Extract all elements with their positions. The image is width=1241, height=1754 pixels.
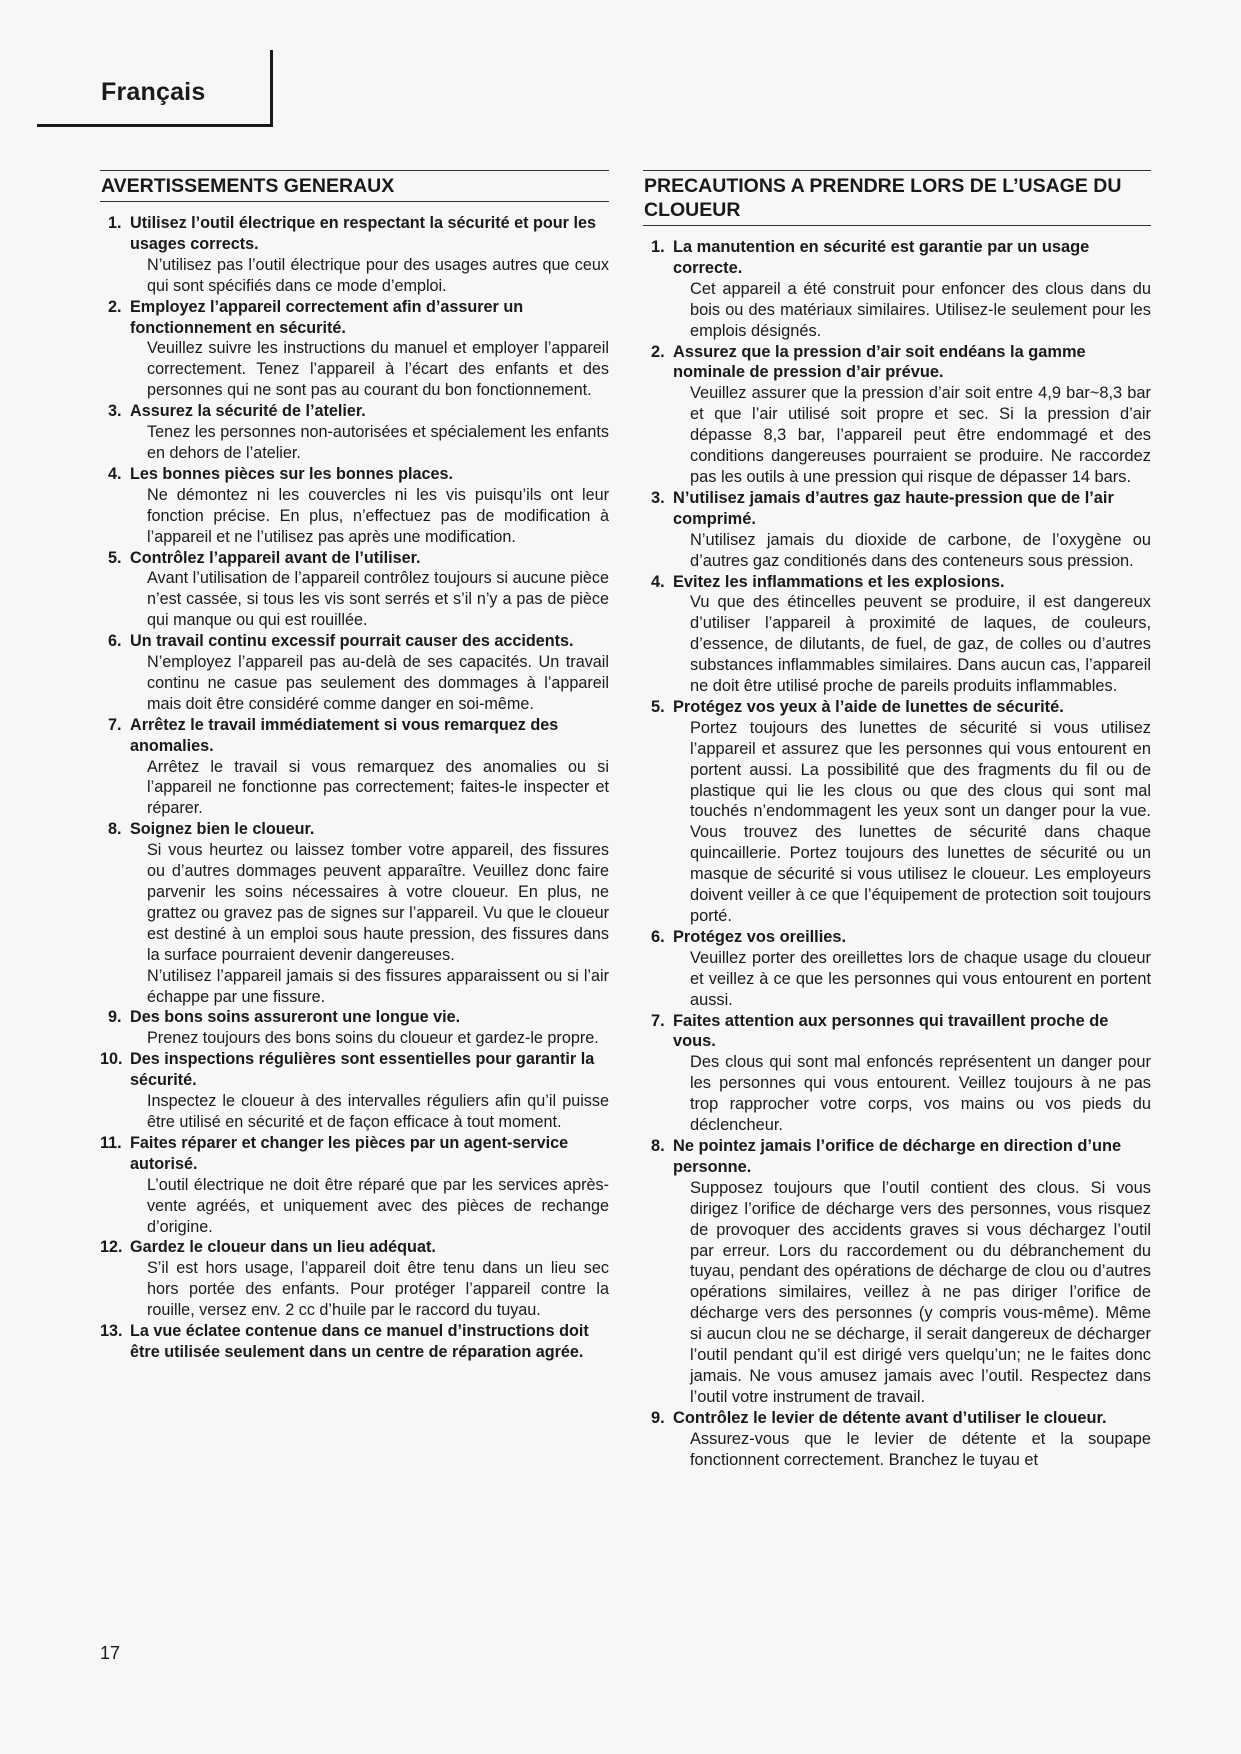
item-number: 5. <box>651 697 665 716</box>
item-number: 6. <box>651 927 665 946</box>
item-number: 3. <box>108 402 122 421</box>
list-item <box>100 1321 609 1363</box>
list-item <box>100 401 609 464</box>
list-item <box>100 1237 609 1321</box>
list-item <box>643 572 1151 697</box>
item-title: Arrêtez le travail immédiatement si vous remarquez des anomalies. <box>130 715 559 755</box>
list-item <box>643 697 1151 927</box>
item-body: Ne démontez ni les couvercles ni les vis puisqu’ils ont leur fonction précise. En plus, n’effectuez pas de modification à l’appareil et ne l’utilisez pas après une modification. <box>147 485 609 546</box>
list-item <box>100 548 609 632</box>
list-item <box>100 1049 609 1133</box>
language-tab <box>37 50 273 127</box>
section-title: PRECAUTIONS A PRENDRE LORS DE L’USAGE DU CLOUEUR <box>643 170 1151 226</box>
item-title: Soignez bien le cloueur. <box>130 820 315 839</box>
list-item <box>643 342 1151 488</box>
section-title: AVERTISSEMENTS GENERAUX <box>100 170 609 202</box>
item-number: 6. <box>108 632 122 651</box>
item-title: La manutention en sécurité est garantie par un usage correcte. <box>673 238 1090 277</box>
item-number: 2. <box>108 297 122 316</box>
item-title: Protégez vos oreillies. <box>673 927 847 946</box>
item-number: 9. <box>108 1008 122 1027</box>
item-number: 5. <box>108 548 122 567</box>
item-title: Gardez le cloueur dans un lieu adéquat. <box>130 1238 436 1257</box>
item-body: N’employez l’appareil pas au-delà de ses capacités. Un travail continu ne casue pas seulement des dommages à l’appareil mais doit être considéré comme danger en soi-même. <box>147 653 609 713</box>
item-number: 4. <box>108 464 122 483</box>
item-number: 7. <box>651 1011 665 1030</box>
item-body: Tenez les personnes non-autorisées et spécialement les enfants en dehors de l’atelier. <box>147 423 609 462</box>
item-number: 7. <box>108 715 122 734</box>
item-title: Assurez la sécurité de l’atelier. <box>130 402 366 421</box>
item-number: 4. <box>651 572 665 591</box>
nailer-precautions-section <box>643 170 1151 1470</box>
warnings-list <box>100 213 609 1363</box>
item-number: 10. <box>100 1050 123 1069</box>
item-number: 8. <box>651 1136 665 1155</box>
list-item <box>643 1136 1151 1408</box>
list-item <box>100 464 609 548</box>
item-body: Vu que des étincelles peuvent se produire, il est dangereux d’utiliser l’appareil à proximité de laques, de couleurs, d’essence, de dilutants, de fuel, de gaz, de colles ou d’autres substances inflammables similaires. Dans aucun cas, l’appareil ne doit être utilisé proche de pareils produits inflammables. <box>690 593 1151 696</box>
item-body: Assurez-vous que le levier de détente et la soupape fonctionnent correctement. Branchez le tuyau et <box>690 1429 1151 1469</box>
item-number: 1. <box>108 214 122 232</box>
item-title: Evitez les inflammations et les explosions. <box>673 572 1005 591</box>
item-body: Si vous heurtez ou laissez tomber votre appareil, des fissures ou d’autres dommages peuvent apparaître. Veuillez donc faire parvenir les soins nécessaires à votre cloueur. En plus, ne grattez ou gravez pas de signes sur l’appareil. Vu que le cloueur est destiné à un emploi sous haute pression, des fissures dans la surface pourraient devenir dangereuses. N’utilisez l’appareil jamais si des fissures apparaissent ou si l’air échappe par une fissure. <box>147 841 609 1006</box>
item-title: Ne pointez jamais l’orifice de décharge en direction d’une personne. <box>673 1136 1122 1176</box>
item-body: Cet appareil a été construit pour enfoncer des clous dans du bois ou des matériaux similaires. Utilisez-le seulement pour les emplois désignés. <box>690 279 1151 340</box>
item-body: Veuillez assurer que la pression d’air soit entre 4,9 bar~8,3 bar et que l’air utilisé soit propre et sec. Si la pression d’air dépasse 8,3 bar, l’appareil peut être endommagé et des conditions dangereuses pourraient se produire. Ne raccordez pas les outils à une pression qui risque de dépasser 14 bars. <box>690 384 1151 486</box>
item-title: La vue éclatee contenue dans ce manuel d’instructions doit être utilisée seulement dans un centre de réparation agrée. <box>130 1322 589 1361</box>
item-title: Utilisez l’outil électrique en respectant la sécurité et pour les usages corrects. <box>130 214 596 253</box>
page-number: 17 <box>100 1643 121 1663</box>
item-number: 2. <box>651 342 665 361</box>
item-title: Des bons soins assureront une longue vie. <box>130 1008 461 1027</box>
general-warnings-section <box>100 170 609 1363</box>
item-title: Employez l’appareil correctement afin d’assurer un fonctionnement en sécurité. <box>130 297 524 337</box>
item-number: 8. <box>108 820 122 839</box>
item-body: Avant l’utilisation de l’appareil contrôlez toujours si aucune pièce n’est cassée, si tous les vis sont serrés et s’il n’y a pas de pièce qui manque ou qui est rouillée. <box>147 569 609 630</box>
item-body: L’outil électrique ne doit être réparé que par les services après-vente agréés, et uniquement avec des pièces de rechange d’origine. <box>147 1175 609 1236</box>
list-item <box>643 237 1151 342</box>
item-body: Supposez toujours que l’outil contient des clous. Si vous dirigez l’orifice de décharge vers des personnes, vous risquez de provoquer des accidents graves si vous déchargez l’outil par erreur. Lors du raccordement ou du débranchement du tuyau, pendant des opérations de décharge de clou ou d’autres opérations similaires, veillez à ne pas diriger l’orifice de décharge vers des personnes (y compris vous-même). Même si aucun clou ne se décharge, il serait dangereux de décharger l’outil pendant qu’il est dirigé vers quelqu’un; ne le faites donc jamais. Ne vous amusez jamais avec l’outil. Respectez dans l’outil votre instrument de travail. <box>690 1178 1151 1406</box>
item-title: Un travail continu excessif pourrait causer des accidents. <box>130 632 574 651</box>
item-title: N’utilisez jamais d’autres gaz haute-pression que de l’air comprimé. <box>673 488 1114 528</box>
item-body: Inspectez le cloueur à des intervalles réguliers afin qu’il puisse être utilisé en sécurité et de façon efficace à tout moment. <box>147 1092 609 1131</box>
list-item <box>100 1007 609 1049</box>
item-number: 11. <box>100 1133 122 1152</box>
item-body: Portez toujours des lunettes de sécurité si vous utilisez l’appareil et assurez que les personnes qui vous entourent en portent aussi. La possibilité que des fragments du fil ou de plastique qui lie les clous ou que des clous qui sont mal touchés n’endommagent les yeux sont un danger pour la vue. Vous trouvez des lunettes de sécurité dans chaque quincaillerie. Portez toujours des lunettes de sécurité ou un masque de sécurité si vous utilisez le cloueur. Les employeurs doivent veiller à ce que l’équipement de protection soit toujours porté. <box>690 718 1151 925</box>
item-number: 12. <box>100 1238 123 1257</box>
item-number: 9. <box>651 1408 665 1427</box>
item-body: S’il est hors usage, l’appareil doit être tenu dans un lieu sec hors portée des enfants. Pour protéger l’appareil contre la rouille, versez env. 2 cc d’huile par le raccord du tuyau. <box>147 1259 609 1320</box>
list-item <box>100 631 609 715</box>
item-title: Faites attention aux personnes qui travaillent proche de vous. <box>673 1011 1109 1051</box>
item-body: Veuillez suivre les instructions du manuel et employer l’appareil correctement. Tenez l’appareil à l’écart des enfants et des personnes qui ne sont pas au courant du bon fonctionnement. <box>147 339 609 400</box>
list-item <box>643 927 1151 1011</box>
item-body: Veuillez porter des oreillettes lors de chaque usage du cloueur et veillez à ce que les personnes qui vous entourent en portent aussi. <box>690 948 1151 1009</box>
item-title: Les bonnes pièces sur les bonnes places. <box>130 464 453 483</box>
item-title: Protégez vos yeux à l’aide de lunettes de sécurité. <box>673 697 1064 716</box>
item-body: Des clous qui sont mal enfoncés représentent un danger pour les personnes qui vous entourent. Veillez toujours à ne pas trop rapprocher votre corps, vos mains ou vos pieds du déclencheur. <box>690 1053 1151 1135</box>
list-item <box>100 715 609 820</box>
list-item <box>100 213 609 297</box>
item-body: N’utilisez jamais du dioxide de carbone, de l’oxygène ou d’autres gaz conditionés dans des conteneurs sous pression. <box>690 530 1151 570</box>
item-title: Contrôlez le levier de détente avant d’utiliser le cloueur. <box>673 1408 1107 1427</box>
item-title: Assurez que la pression d’air soit endéans la gamme nominale de pression d’air prévue. <box>673 342 1086 382</box>
item-title: Contrôlez l’appareil avant de l’utiliser. <box>130 548 421 567</box>
list-item <box>643 1011 1151 1136</box>
item-body: Arrêtez le travail si vous remarquez des anomalies ou si l’appareil ne fonctionne pas correctement; faites-le inspecter et réparer. <box>147 757 609 818</box>
item-number: 1. <box>651 238 665 256</box>
item-title: Faites réparer et changer les pièces par un agent-service autorisé. <box>130 1133 569 1173</box>
item-number: 3. <box>651 488 665 507</box>
item-number: 13. <box>100 1322 123 1341</box>
language-label: Français <box>101 78 206 106</box>
list-item <box>100 1133 609 1238</box>
list-item <box>100 297 609 402</box>
precautions-list <box>643 237 1151 1470</box>
item-body: N’utilisez pas l’outil électrique pour des usages autres que ceux qui sont spécifiés dans ce mode d’emploi. <box>147 255 609 295</box>
list-item <box>643 1408 1151 1471</box>
list-item <box>643 488 1151 572</box>
item-title: Des inspections régulières sont essentielles pour garantir la sécurité. <box>130 1050 595 1090</box>
list-item <box>100 819 609 1007</box>
item-body: Prenez toujours des bons soins du cloueur et gardez-le propre. <box>147 1029 599 1048</box>
